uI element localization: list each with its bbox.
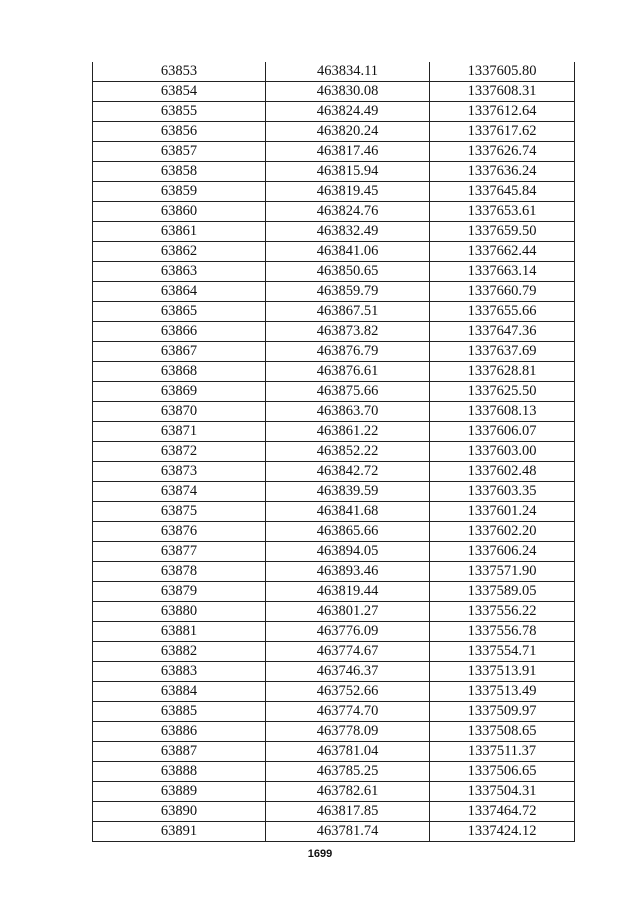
easting-cell: 463815.94	[266, 162, 430, 182]
easting-cell: 463820.24	[266, 122, 430, 142]
northing-cell: 1337511.37	[430, 742, 575, 762]
table-row	[93, 462, 575, 482]
point-id-cell: 63890	[93, 802, 266, 822]
point-id-cell: 63889	[93, 782, 266, 802]
table-row	[93, 342, 575, 362]
easting-cell: 463781.74	[266, 822, 430, 842]
northing-cell: 1337659.50	[430, 222, 575, 242]
point-id-cell: 63877	[93, 542, 266, 562]
point-id-cell: 63887	[93, 742, 266, 762]
easting-cell: 463801.27	[266, 602, 430, 622]
easting-cell: 463876.61	[266, 362, 430, 382]
point-id-cell: 63882	[93, 642, 266, 662]
easting-cell: 463839.59	[266, 482, 430, 502]
table-row	[93, 62, 575, 82]
table-row	[93, 162, 575, 182]
point-id-cell: 63872	[93, 442, 266, 462]
northing-cell: 1337660.79	[430, 282, 575, 302]
northing-cell: 1337602.48	[430, 462, 575, 482]
northing-cell: 1337662.44	[430, 242, 575, 262]
northing-cell: 1337464.72	[430, 802, 575, 822]
point-id-cell: 63867	[93, 342, 266, 362]
easting-cell: 463832.49	[266, 222, 430, 242]
northing-cell: 1337612.64	[430, 102, 575, 122]
northing-cell: 1337653.61	[430, 202, 575, 222]
table-row	[93, 722, 575, 742]
table-row	[93, 542, 575, 562]
easting-cell: 463841.68	[266, 502, 430, 522]
point-id-cell: 63878	[93, 562, 266, 582]
easting-cell: 463841.06	[266, 242, 430, 262]
point-id-cell: 63854	[93, 82, 266, 102]
table-row	[93, 442, 575, 462]
easting-cell: 463817.46	[266, 142, 430, 162]
easting-cell: 463867.51	[266, 302, 430, 322]
easting-cell: 463785.25	[266, 762, 430, 782]
easting-cell: 463774.67	[266, 642, 430, 662]
coordinates-table	[92, 62, 575, 842]
easting-cell: 463893.46	[266, 562, 430, 582]
table-row	[93, 302, 575, 322]
point-id-cell: 63868	[93, 362, 266, 382]
point-id-cell: 63885	[93, 702, 266, 722]
northing-cell: 1337556.78	[430, 622, 575, 642]
table-row	[93, 742, 575, 762]
point-id-cell: 63876	[93, 522, 266, 542]
table-row	[93, 682, 575, 702]
table-row	[93, 182, 575, 202]
easting-cell: 463842.72	[266, 462, 430, 482]
easting-cell: 463824.49	[266, 102, 430, 122]
northing-cell: 1337513.49	[430, 682, 575, 702]
northing-cell: 1337602.20	[430, 522, 575, 542]
point-id-cell: 63864	[93, 282, 266, 302]
table-row	[93, 322, 575, 342]
easting-cell: 463861.22	[266, 422, 430, 442]
northing-cell: 1337625.50	[430, 382, 575, 402]
table-row	[93, 802, 575, 822]
table-row	[93, 622, 575, 642]
table-row	[93, 422, 575, 442]
table-row	[93, 762, 575, 782]
northing-cell: 1337424.12	[430, 822, 575, 842]
table-row	[93, 642, 575, 662]
point-id-cell: 63860	[93, 202, 266, 222]
northing-cell: 1337513.91	[430, 662, 575, 682]
point-id-cell: 63862	[93, 242, 266, 262]
table-row	[93, 522, 575, 542]
northing-cell: 1337556.22	[430, 602, 575, 622]
point-id-cell: 63865	[93, 302, 266, 322]
easting-cell: 463746.37	[266, 662, 430, 682]
point-id-cell: 63871	[93, 422, 266, 442]
easting-cell: 463894.05	[266, 542, 430, 562]
easting-cell: 463852.22	[266, 442, 430, 462]
table-row	[93, 602, 575, 622]
table-row	[93, 582, 575, 602]
table-row	[93, 242, 575, 262]
table-row	[93, 822, 575, 842]
easting-cell: 463875.66	[266, 382, 430, 402]
northing-cell: 1337663.14	[430, 262, 575, 282]
table-row	[93, 102, 575, 122]
table-row	[93, 82, 575, 102]
easting-cell: 463752.66	[266, 682, 430, 702]
point-id-cell: 63880	[93, 602, 266, 622]
northing-cell: 1337637.69	[430, 342, 575, 362]
easting-cell: 463830.08	[266, 82, 430, 102]
easting-cell: 463819.44	[266, 582, 430, 602]
table-row	[93, 362, 575, 382]
point-id-cell: 63861	[93, 222, 266, 242]
table-row	[93, 782, 575, 802]
point-id-cell: 63888	[93, 762, 266, 782]
easting-cell: 463819.45	[266, 182, 430, 202]
point-id-cell: 63863	[93, 262, 266, 282]
easting-cell: 463834.11	[266, 62, 430, 82]
northing-cell: 1337506.65	[430, 762, 575, 782]
northing-cell: 1337504.31	[430, 782, 575, 802]
northing-cell: 1337606.24	[430, 542, 575, 562]
point-id-cell: 63886	[93, 722, 266, 742]
point-id-cell: 63884	[93, 682, 266, 702]
point-id-cell: 63881	[93, 622, 266, 642]
table-row	[93, 662, 575, 682]
easting-cell: 463782.61	[266, 782, 430, 802]
point-id-cell: 63853	[93, 62, 266, 82]
easting-cell: 463778.09	[266, 722, 430, 742]
easting-cell: 463817.85	[266, 802, 430, 822]
point-id-cell: 63873	[93, 462, 266, 482]
northing-cell: 1337589.05	[430, 582, 575, 602]
easting-cell: 463776.09	[266, 622, 430, 642]
table-row	[93, 142, 575, 162]
table-row	[93, 222, 575, 242]
easting-cell: 463863.70	[266, 402, 430, 422]
easting-cell: 463865.66	[266, 522, 430, 542]
table-row	[93, 502, 575, 522]
table-row	[93, 382, 575, 402]
point-id-cell: 63875	[93, 502, 266, 522]
northing-cell: 1337655.66	[430, 302, 575, 322]
northing-cell: 1337626.74	[430, 142, 575, 162]
easting-cell: 463824.76	[266, 202, 430, 222]
northing-cell: 1337603.35	[430, 482, 575, 502]
point-id-cell: 63870	[93, 402, 266, 422]
table-row	[93, 402, 575, 422]
point-id-cell: 63866	[93, 322, 266, 342]
table-row	[93, 482, 575, 502]
northing-cell: 1337603.00	[430, 442, 575, 462]
coordinates-table-body	[93, 62, 575, 842]
northing-cell: 1337601.24	[430, 502, 575, 522]
table-row	[93, 702, 575, 722]
easting-cell: 463781.04	[266, 742, 430, 762]
point-id-cell: 63891	[93, 822, 266, 842]
table-row	[93, 122, 575, 142]
northing-cell: 1337554.71	[430, 642, 575, 662]
easting-cell: 463850.65	[266, 262, 430, 282]
point-id-cell: 63874	[93, 482, 266, 502]
northing-cell: 1337571.90	[430, 562, 575, 582]
point-id-cell: 63883	[93, 662, 266, 682]
point-id-cell: 63857	[93, 142, 266, 162]
table-row	[93, 262, 575, 282]
point-id-cell: 63855	[93, 102, 266, 122]
point-id-cell: 63879	[93, 582, 266, 602]
easting-cell: 463873.82	[266, 322, 430, 342]
northing-cell: 1337606.07	[430, 422, 575, 442]
easting-cell: 463774.70	[266, 702, 430, 722]
northing-cell: 1337608.31	[430, 82, 575, 102]
northing-cell: 1337508.65	[430, 722, 575, 742]
northing-cell: 1337617.62	[430, 122, 575, 142]
easting-cell: 463876.79	[266, 342, 430, 362]
northing-cell: 1337608.13	[430, 402, 575, 422]
northing-cell: 1337605.80	[430, 62, 575, 82]
point-id-cell: 63858	[93, 162, 266, 182]
page-number: 1699	[307, 848, 333, 860]
easting-cell: 463859.79	[266, 282, 430, 302]
table-row	[93, 202, 575, 222]
table-row	[93, 562, 575, 582]
northing-cell: 1337645.84	[430, 182, 575, 202]
northing-cell: 1337647.36	[430, 322, 575, 342]
northing-cell: 1337509.97	[430, 702, 575, 722]
table-row	[93, 282, 575, 302]
northing-cell: 1337636.24	[430, 162, 575, 182]
point-id-cell: 63869	[93, 382, 266, 402]
point-id-cell: 63856	[93, 122, 266, 142]
northing-cell: 1337628.81	[430, 362, 575, 382]
point-id-cell: 63859	[93, 182, 266, 202]
